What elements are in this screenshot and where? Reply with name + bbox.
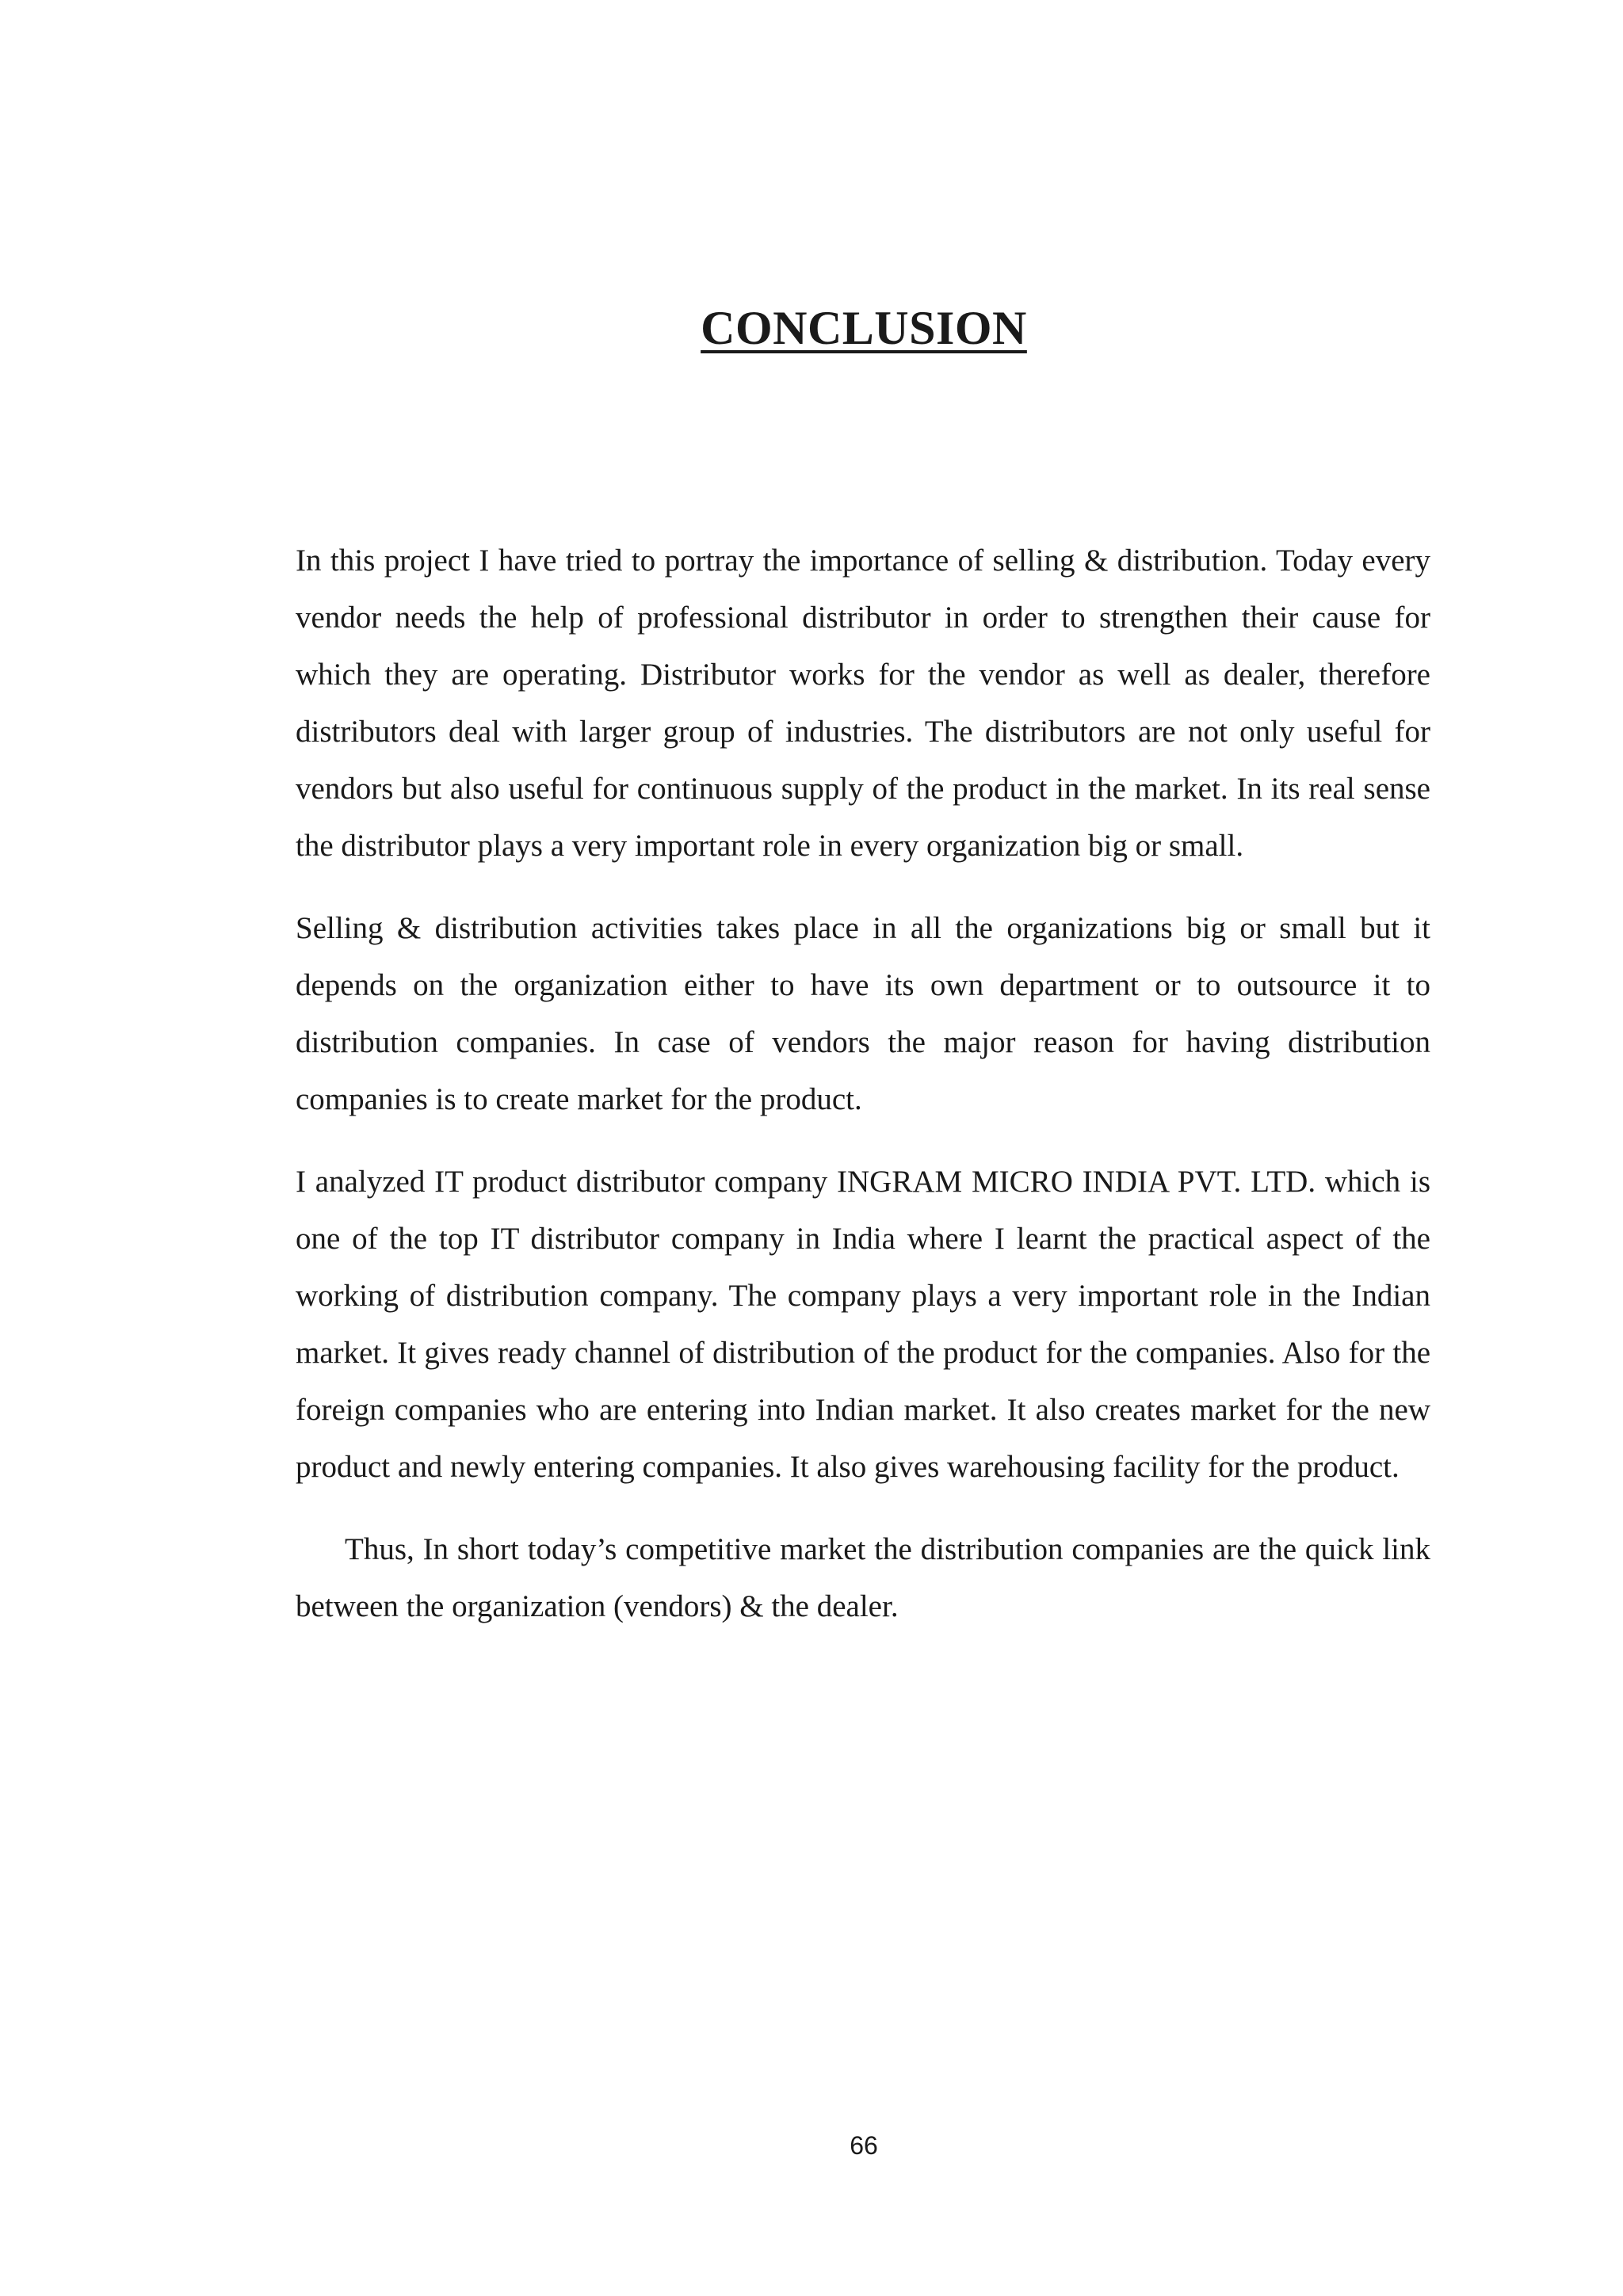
page-number: 66 xyxy=(850,2131,878,2160)
paragraph-analysis: I analyzed IT product distributor company INGRAM MICRO INDIA PVT. LTD. which is one of the top IT distributor company in India where I learnt the practical aspect of the working of distribution company. The company plays a very important role in the Indian market. It gives ready channel of distribution of the product for the companies. Also for the foreign companies who are entering into Indian market. It also creates market for the new product and newly entering companies. It also gives warehousing facility for the product. xyxy=(296,1165,1430,1484)
paragraph-intro: In this project I have tried to portray the importance of selling & distribution. Today every vendor needs the help of professional distributor in order to strengthen their cause for which they are operating. Distributor works for the vendor as well as dealer, therefore distributors deal with larger group of industries. The distributors are not only useful for vendors but also useful for continuous supply of the product in the market. In its real sense the distributor plays a very important role in every organization big or small. xyxy=(296,543,1430,863)
page-title: CONCLUSION xyxy=(701,302,1027,354)
paragraph-activities: Selling & distribution activities takes place in all the organizations big or small but it depends on the organization either to have its own department or to outsource it to distribution companies. In case of vendors the major reason for having distribution companies is to create market for the product. xyxy=(296,911,1430,1116)
body-text xyxy=(296,532,1430,1661)
paragraph-summary: Thus, In short today’s competitive market the distribution companies are the quick link between the organization (vendors) & the dealer. xyxy=(296,1532,1430,1623)
